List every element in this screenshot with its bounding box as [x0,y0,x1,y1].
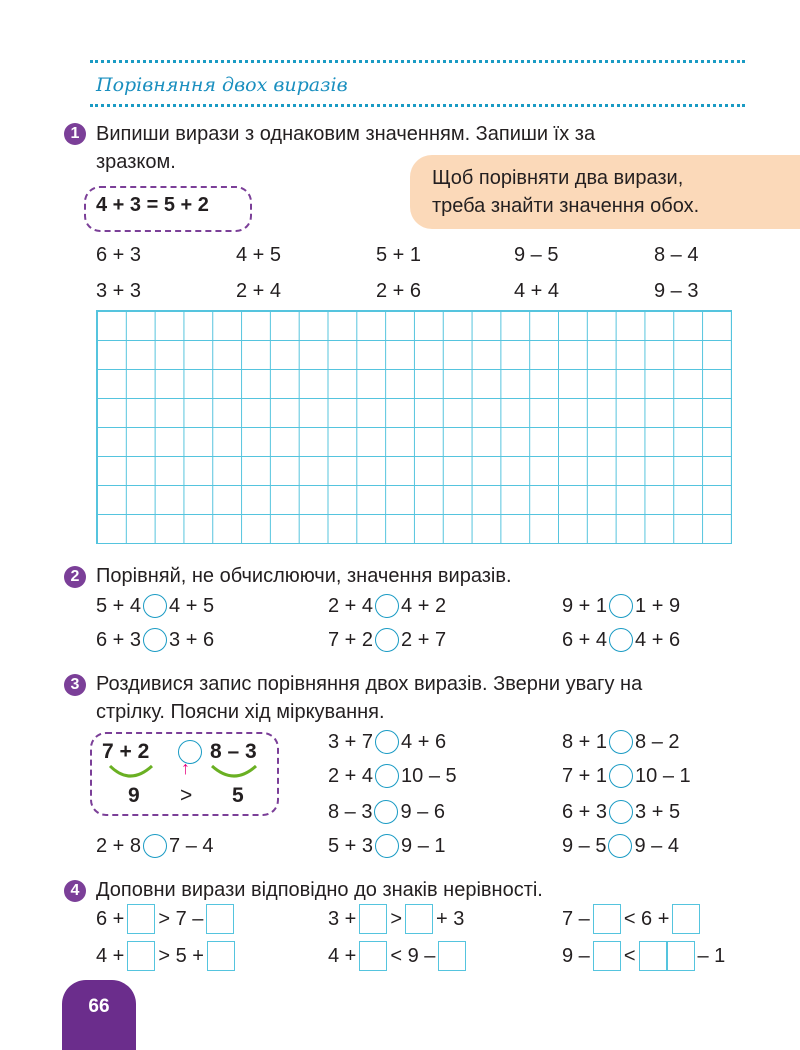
comparison [562,800,680,824]
inequality-part: < [623,944,636,967]
example-left-expression: 7 + 2 [102,740,150,763]
inequality [96,904,237,934]
comparison [328,628,446,652]
section-title: Порівняння двох виразів [96,74,348,96]
example-right-expression: 8 – 3 [210,740,257,763]
inequality-part: 4 + [328,944,357,967]
left-expression: 5 + 4 [96,594,142,617]
right-expression: 10 – 5 [401,764,457,787]
expression: 9 – 5 [514,244,559,266]
task-3-badge: 3 [64,674,86,696]
left-expression: 2 + 8 [96,834,142,857]
compare-circle[interactable] [608,834,632,858]
dotted-divider-bottom [90,104,745,107]
task-3-text-line2: стрілку. Поясни хід міркування. [96,701,385,723]
comparison [328,594,446,618]
compare-circle[interactable] [375,594,399,618]
answer-box[interactable] [593,904,621,934]
right-expression: 3 + 5 [635,800,681,823]
inequality-part: < 6 + [623,907,670,930]
task-1-badge: 1 [64,123,86,145]
example-right-value: 5 [232,784,244,807]
right-expression: 4 + 5 [169,594,215,617]
compare-circle[interactable] [375,730,399,754]
right-expression: 2 + 7 [401,628,447,651]
answer-box[interactable] [639,941,667,971]
comparison [328,834,446,858]
task-4-badge: 4 [64,880,86,902]
left-expression: 6 + 3 [96,628,142,651]
task-1-text-line2: зразком. [96,151,176,173]
example-left-value: 9 [128,784,140,807]
page-number: 66 [88,996,110,1017]
left-expression: 9 + 1 [562,594,608,617]
left-expression: 8 + 1 [562,730,608,753]
inequality [328,941,469,971]
compare-circle[interactable] [609,730,633,754]
comparison [562,834,679,858]
inequality-part: > 5 + [158,944,204,967]
left-expression: 2 + 4 [328,764,374,787]
expression: 4 + 4 [514,280,560,302]
comparison [328,800,445,824]
compare-circle[interactable] [143,594,167,618]
right-expression: 10 – 1 [635,764,691,787]
answer-box[interactable] [438,941,466,971]
compare-circle[interactable] [374,800,398,824]
inequality-part: > 7 – [158,907,204,930]
hint-line-2: треба знайти значення обох. [432,195,700,217]
task-2-badge: 2 [64,566,86,588]
dotted-divider-top [90,60,745,63]
left-expression: 7 + 1 [562,764,608,787]
expression: 8 – 4 [654,244,699,266]
hint-text [432,164,699,220]
expression: 3 + 3 [96,280,142,302]
right-expression: 4 + 6 [635,628,681,651]
example-arcs [100,762,280,784]
compare-circle[interactable] [375,764,399,788]
comparison [96,594,214,618]
compare-circle[interactable] [609,628,633,652]
answer-box[interactable] [405,904,433,934]
left-expression: 6 + 4 [562,628,608,651]
expression: 5 + 1 [376,244,422,266]
answer-box[interactable] [672,904,700,934]
left-expression: 7 + 2 [328,628,374,651]
sample-expression: 4 + 3 = 5 + 2 [96,194,209,216]
compare-circle[interactable] [609,800,633,824]
compare-circle[interactable] [609,764,633,788]
right-arc [212,766,256,776]
left-expression: 3 + 7 [328,730,374,753]
right-expression: 9 – 4 [634,834,679,857]
inequality-part: 7 – [562,907,590,930]
inequality [96,941,238,971]
answer-box[interactable] [127,941,155,971]
inequality [562,941,725,971]
compare-circle[interactable] [609,594,633,618]
expression: 9 – 3 [654,280,699,302]
comparison [562,594,680,618]
task-3-text-line1: Роздивися запис порівняння двох виразів. Зверни увагу на [96,673,643,695]
comparison [562,730,680,754]
left-expression: 8 – 3 [328,800,373,823]
inequality-part: < 9 – [390,944,436,967]
inequality-part: 3 + [328,907,357,930]
expression: 6 + 3 [96,244,142,266]
compare-circle[interactable] [375,834,399,858]
left-expression: 2 + 4 [328,594,374,617]
comparison [562,628,680,652]
example-sign: > [180,784,193,807]
right-expression: 1 + 9 [635,594,681,617]
inequality-part: 9 – [562,944,590,967]
task-2-text: Порівняй, не обчислюючи, значення виразів. [96,565,512,587]
right-expression: 8 – 2 [635,730,680,753]
task-1-text-line1: Випиши вирази з однаковим значенням. Запиши їх за [96,123,596,145]
writing-grid[interactable] [96,310,732,544]
inequality-part: – 1 [697,944,726,967]
inequality-part: > [390,907,403,930]
right-expression: 4 + 2 [401,594,447,617]
inequality-part: + 3 [436,907,465,930]
answer-box[interactable] [207,941,235,971]
compare-circle[interactable] [143,628,167,652]
right-expression: 3 + 6 [169,628,215,651]
comparison [96,834,214,858]
expression: 2 + 4 [236,280,282,302]
answer-box[interactable] [359,941,387,971]
right-expression: 7 – 4 [169,834,214,857]
expression: 2 + 6 [376,280,422,302]
left-expression: 6 + 3 [562,800,608,823]
comparison [328,730,446,754]
comparison [96,628,214,652]
answer-box[interactable] [667,941,695,971]
left-expression: 5 + 3 [328,834,374,857]
right-expression: 4 + 6 [401,730,447,753]
answer-box[interactable] [127,904,155,934]
inequality [562,904,703,934]
comparison [328,764,457,788]
expression: 4 + 5 [236,244,282,266]
right-expression: 9 – 6 [400,800,445,823]
answer-box[interactable] [206,904,234,934]
task-4-text: Доповни вирази відповідно до знаків нерівності. [96,879,543,901]
compare-circle[interactable] [143,834,167,858]
arrow-up-icon: ↑ [181,758,190,778]
inequality-part: 6 + [96,907,125,930]
answer-box[interactable] [593,941,621,971]
comparison [562,764,691,788]
inequality-part: 4 + [96,944,125,967]
left-expression: 9 – 5 [562,834,607,857]
compare-circle[interactable] [375,628,399,652]
left-arc [110,766,152,776]
inequality [328,904,464,934]
answer-box[interactable] [359,904,387,934]
right-expression: 9 – 1 [401,834,446,857]
hint-line-1: Щоб порівняти два вирази, [432,167,684,189]
